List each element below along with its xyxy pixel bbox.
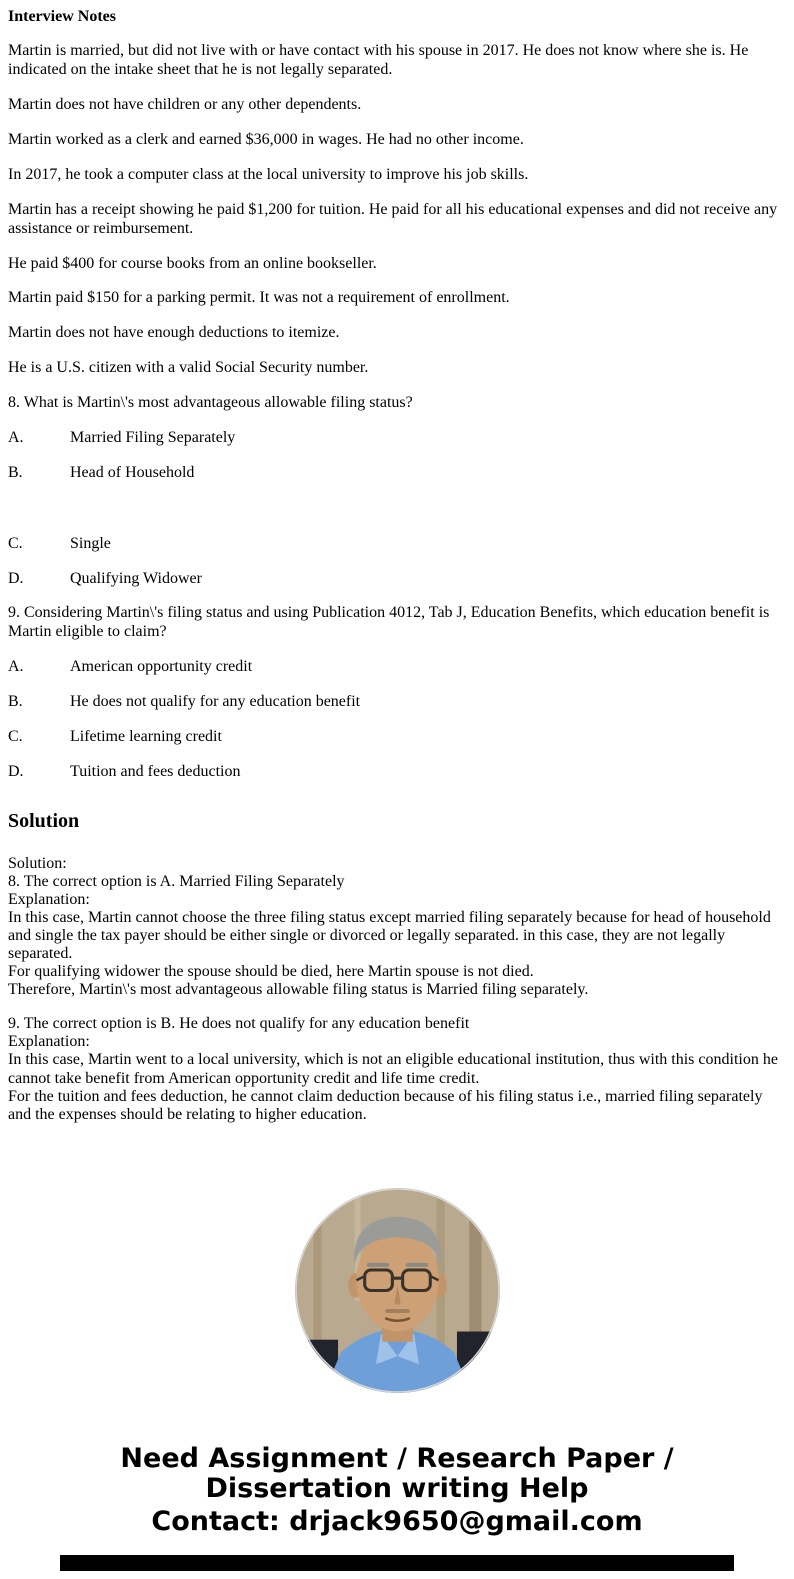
promo-section bbox=[27, 1444, 767, 1538]
portrait-section bbox=[8, 1188, 786, 1398]
interview-paragraph-3: Martin worked as a clerk and earned $36,000 in wages. He had no other income. bbox=[8, 131, 524, 149]
footer-bar bbox=[60, 1555, 734, 1571]
solution-answer-8: 8. The correct option is A. Married Filing Separately bbox=[8, 872, 345, 890]
solution-block-1 bbox=[8, 855, 786, 1000]
portrait-photo bbox=[295, 1188, 500, 1393]
option-text: American opportunity credit bbox=[70, 658, 253, 676]
option-text: Married Filing Separately bbox=[70, 428, 236, 446]
option-letter: B. bbox=[8, 693, 23, 711]
option-letter: C. bbox=[8, 727, 23, 745]
interview-paragraph-6: He paid $400 for course books from an online bookseller. bbox=[8, 254, 377, 272]
document-body bbox=[8, 8, 786, 1571]
solution-line: Explanation: bbox=[8, 890, 90, 908]
question-8-option-b bbox=[8, 464, 786, 483]
interview-paragraph-7: Martin paid $150 for a parking permit. It was not a requirement of enrollment. bbox=[8, 289, 510, 307]
solution-line: Solution: bbox=[8, 854, 67, 872]
solution-explanation: In this case, Martin cannot choose the three filing status except married filing separately because for head of household and single the tax payer should be either single or divorced or legally separated. in this case, they are not legally separated. bbox=[8, 908, 771, 963]
option-text: He does not qualify for any education benefit bbox=[70, 693, 361, 711]
option-text: Head of Household bbox=[70, 463, 195, 481]
question-8-option-d bbox=[8, 570, 786, 589]
question-9-option-a bbox=[8, 658, 786, 677]
question-9-prompt: 9. Considering Martin\'s filing status and using Publication 4012, Tab J, Education Benefits, which education benefit is Martin eligible to claim? bbox=[8, 604, 770, 641]
interview-paragraph-4: In 2017, he took a computer class at the local university to improve his job skills. bbox=[8, 165, 529, 183]
option-text: Qualifying Widower bbox=[70, 569, 202, 587]
interview-notes-heading: Interview Notes bbox=[8, 8, 116, 25]
promo-heading: Need Assignment / Research Paper / Dissertation writing Help bbox=[120, 1442, 674, 1505]
solution-heading: Solution bbox=[8, 809, 80, 832]
option-letter: C. bbox=[8, 534, 23, 552]
interview-paragraph-8: Martin does not have enough deductions to itemize. bbox=[8, 324, 340, 342]
solution-answer-9: 9. The correct option is B. He does not qualify for any education benefit bbox=[8, 1015, 470, 1033]
solution-block-2 bbox=[8, 1015, 786, 1123]
option-letter: A. bbox=[8, 658, 24, 676]
interview-paragraph-1: Martin is married, but did not live with or have contact with his spouse in 2017. He does not know where she is. He indicated on the intake sheet that he is not legally separated. bbox=[8, 42, 749, 79]
solution-explanation: For qualifying widower the spouse should be died, here Martin spouse is not died. bbox=[8, 963, 534, 981]
question-9-option-d bbox=[8, 763, 786, 782]
solution-explanation: In this case, Martin went to a local university, which is not an eligible educational institution, thus with this condition he cannot take benefit from American opportunity credit and life time credit. bbox=[8, 1051, 778, 1087]
question-8-option-c bbox=[8, 535, 786, 554]
option-letter: D. bbox=[8, 762, 24, 780]
question-8-option-a bbox=[8, 429, 786, 448]
solution-conclusion: Therefore, Martin\'s most advantageous allowable filing status is Married filing separately. bbox=[8, 981, 589, 999]
question-9-option-b bbox=[8, 693, 786, 712]
solution-line: Explanation: bbox=[8, 1033, 90, 1051]
question-8-prompt: 8. What is Martin\'s most advantageous allowable filing status? bbox=[8, 394, 413, 412]
solution-explanation: For the tuition and fees deduction, he cannot claim deduction because of his filing status i.e., married filing separately and the expenses should be relating to higher education. bbox=[8, 1087, 763, 1123]
option-text: Lifetime learning credit bbox=[70, 727, 222, 745]
option-letter: B. bbox=[8, 463, 23, 481]
interview-paragraph-5: Martin has a receipt showing he paid $1,200 for tuition. He paid for all his educational expenses and did not receive any assistance or reimbursement. bbox=[8, 200, 778, 237]
option-text: Single bbox=[70, 534, 111, 552]
option-letter: D. bbox=[8, 569, 24, 587]
interview-paragraph-2: Martin does not have children or any other dependents. bbox=[8, 96, 362, 114]
interview-paragraph-9: He is a U.S. citizen with a valid Social Security number. bbox=[8, 359, 369, 377]
promo-contact-email: Contact: drjack9650@gmail.com bbox=[151, 1505, 643, 1537]
question-9-option-c bbox=[8, 728, 786, 747]
option-letter: A. bbox=[8, 428, 24, 446]
option-text: Tuition and fees deduction bbox=[70, 762, 241, 780]
